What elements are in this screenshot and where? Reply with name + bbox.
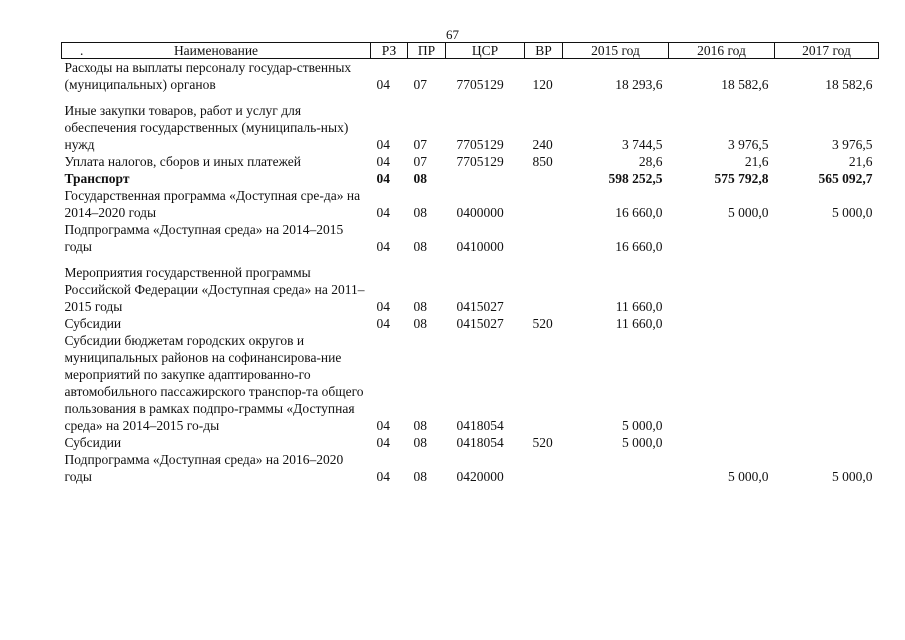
cell-y2017: 5 000,0: [832, 469, 873, 484]
cell-y2017: [775, 315, 879, 332]
table-row: [62, 187, 879, 221]
cell-name: Подпрограмма «Доступная среда» на 2016–2020 годы: [64, 452, 344, 484]
cell-vr: [525, 451, 563, 485]
cell-rz: 04: [376, 77, 390, 92]
cell-csr: 7705129: [456, 77, 504, 92]
cell-y2016: [669, 221, 775, 255]
cell-csr: 7705129: [456, 137, 504, 152]
cell-y2015: 16 660,0: [615, 205, 663, 220]
cell-y2016: [669, 315, 775, 332]
cell-vr: 120: [532, 77, 553, 92]
cell-vr: 240: [532, 137, 553, 152]
cell-csr: [446, 170, 525, 187]
cell-rz: 04: [376, 469, 390, 484]
cell-rz: 04: [376, 154, 390, 169]
cell-pr: 08: [413, 469, 427, 484]
cell-vr: [525, 255, 563, 315]
table-body: [62, 59, 879, 486]
cell-vr: 520: [532, 435, 553, 450]
cell-rz: 04: [376, 316, 390, 331]
cell-y2017: 18 582,6: [825, 77, 873, 92]
cell-csr: 0420000: [456, 469, 504, 484]
cell-name: Государственная программа «Доступная сре-да» на 2014–2020 годы: [64, 188, 361, 220]
header-csr: ЦСР: [446, 43, 525, 59]
cell-csr: 7705129: [456, 154, 504, 169]
header-2015: 2015 год: [563, 43, 669, 59]
cell-vr: [525, 221, 563, 255]
cell-pr: 08: [413, 171, 427, 186]
cell-name: Подпрограмма «Доступная среда» на 2014–2015 годы: [64, 222, 344, 254]
cell-csr: 0415027: [456, 299, 504, 314]
cell-y2017: [775, 332, 879, 434]
cell-name: Уплата налогов, сборов и иных платежей: [64, 154, 301, 169]
cell-y2016: [669, 255, 775, 315]
header-name: [62, 43, 371, 59]
cell-y2015: 5 000,0: [622, 418, 663, 433]
cell-pr: 08: [413, 316, 427, 331]
cell-y2017: 21,6: [848, 154, 873, 169]
cell-vr: [525, 332, 563, 434]
table-row: [62, 451, 879, 485]
header-marker: .: [80, 43, 84, 58]
table-row: [62, 59, 879, 94]
cell-vr: [525, 187, 563, 221]
cell-pr: 08: [413, 299, 427, 314]
cell-rz: 04: [376, 435, 390, 450]
cell-vr: 520: [532, 316, 553, 331]
cell-csr: 0410000: [456, 239, 504, 254]
cell-vr: [525, 170, 563, 187]
cell-pr: 07: [413, 77, 427, 92]
cell-rz: 04: [376, 239, 390, 254]
cell-pr: 08: [413, 418, 427, 433]
cell-y2016: 5 000,0: [728, 205, 769, 220]
cell-y2017: [775, 255, 879, 315]
table-row: [62, 255, 879, 315]
cell-y2015: 3 744,5: [622, 137, 663, 152]
cell-rz: 04: [376, 171, 390, 186]
cell-y2015: 5 000,0: [622, 435, 663, 450]
cell-pr: 08: [413, 239, 427, 254]
cell-y2015: 598 252,5: [608, 171, 663, 186]
cell-csr: 0418054: [456, 435, 504, 450]
cell-pr: 07: [413, 154, 427, 169]
cell-y2016: 5 000,0: [728, 469, 769, 484]
table-row: [62, 93, 879, 153]
cell-pr: 07: [413, 137, 427, 152]
cell-y2016: [669, 332, 775, 434]
cell-y2015: 18 293,6: [615, 77, 663, 92]
table-header-row: [62, 43, 879, 59]
cell-y2017: [775, 434, 879, 451]
cell-y2015: 11 660,0: [615, 316, 663, 331]
table-row: [62, 153, 879, 170]
cell-y2015: 28,6: [638, 154, 663, 169]
cell-y2016: 18 582,6: [721, 77, 769, 92]
cell-y2017: 565 092,7: [818, 171, 873, 186]
header-name-label: Наименование: [173, 43, 259, 58]
cell-pr: 08: [413, 435, 427, 450]
cell-name: Мероприятия государственной программы Российской Федерации «Доступная среда» на 2011–2015 годы: [64, 265, 365, 314]
table-row: [62, 221, 879, 255]
header-vr: ВР: [525, 43, 563, 59]
cell-csr: 0415027: [456, 316, 504, 331]
cell-csr: 0418054: [456, 418, 504, 433]
cell-rz: 04: [376, 137, 390, 152]
header-rz: РЗ: [371, 43, 408, 59]
cell-pr: 08: [413, 205, 427, 220]
table-row: [62, 315, 879, 332]
page-number: 67: [446, 27, 459, 42]
cell-y2017: 3 976,5: [832, 137, 873, 152]
cell-y2015: [563, 451, 669, 485]
cell-y2015: 11 660,0: [615, 299, 663, 314]
cell-rz: 04: [376, 205, 390, 220]
cell-name: Расходы на выплаты персоналу государ-ственных (муниципальных) органов: [64, 60, 352, 92]
header-2016: 2016 год: [669, 43, 775, 59]
cell-y2016: 21,6: [744, 154, 769, 169]
cell-name: Транспорт: [64, 171, 130, 186]
cell-rz: 04: [376, 299, 390, 314]
budget-table: [61, 42, 879, 485]
cell-y2016: 575 792,8: [714, 171, 769, 186]
table-row: [62, 332, 879, 434]
cell-name: Субсидии: [64, 316, 122, 331]
header-pr: ПР: [408, 43, 446, 59]
cell-name: Субсидии бюджетам городских округов и муниципальных районов на софинансирова-ние мероприятий по закупке адаптированно-го автомобильного пассажирского транспор-та общего пользования в рамках подпро-граммы «Доступная среда» на 2014–2015 го-ды: [64, 333, 364, 433]
cell-csr: 0400000: [456, 205, 504, 220]
cell-name: Субсидии: [64, 435, 122, 450]
header-2017: 2017 год: [775, 43, 879, 59]
cell-y2017: 5 000,0: [832, 205, 873, 220]
cell-y2016: 3 976,5: [728, 137, 769, 152]
table-row: [62, 170, 879, 187]
cell-vr: 850: [532, 154, 553, 169]
cell-y2015: 16 660,0: [615, 239, 663, 254]
cell-y2016: [669, 434, 775, 451]
cell-rz: 04: [376, 418, 390, 433]
cell-y2017: [775, 221, 879, 255]
cell-name: Иные закупки товаров, работ и услуг для обеспечения государственных (муниципаль-ных) нужд: [64, 103, 349, 152]
table-row: [62, 434, 879, 451]
